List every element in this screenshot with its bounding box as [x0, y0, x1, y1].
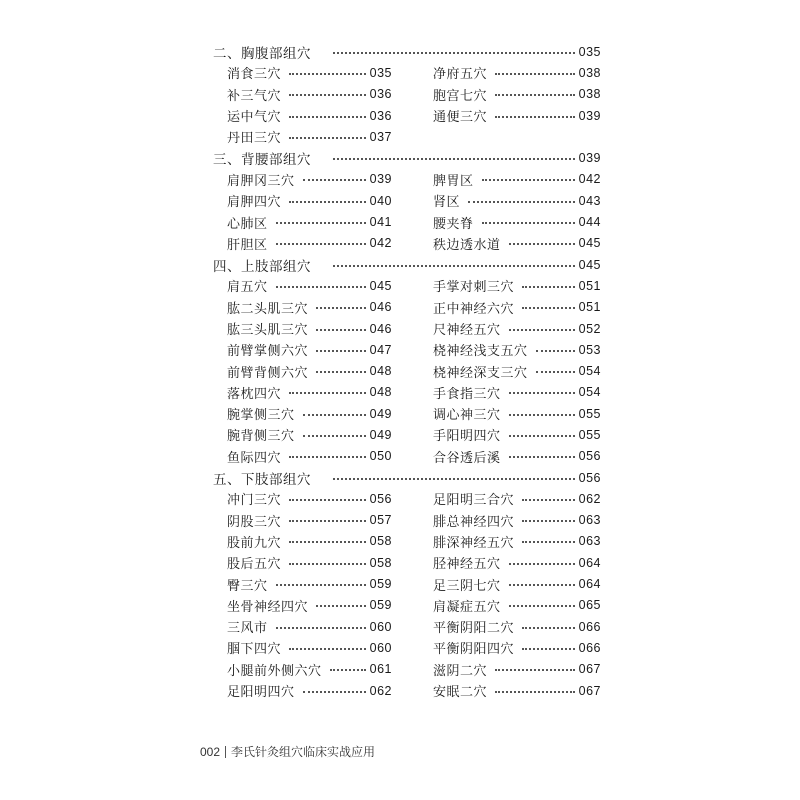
- toc-entry-label: 小腿前外侧六穴: [227, 663, 322, 679]
- toc-entry-label: 腓总神经四穴: [433, 514, 515, 530]
- toc-section-row: [0, 147, 800, 168]
- toc-entry[interactable]: [433, 105, 601, 126]
- toc-entry-label: 平衡阴阳四穴: [433, 642, 515, 658]
- dot-leader: [495, 691, 575, 693]
- toc-page-number: 063: [578, 534, 601, 549]
- toc-page-number: 047: [369, 342, 392, 357]
- toc-entry[interactable]: [433, 488, 601, 509]
- toc-page-number: 060: [369, 640, 392, 655]
- toc-row: [0, 659, 800, 680]
- toc-page-number: 041: [369, 215, 392, 230]
- toc-entry[interactable]: [433, 403, 601, 424]
- dot-leader: [330, 669, 366, 671]
- toc-row: [0, 446, 800, 467]
- dot-leader: [522, 307, 575, 309]
- toc-row: [0, 531, 800, 552]
- toc-page-number: 045: [578, 257, 601, 272]
- toc-entry-label: 腓深神经五穴: [433, 535, 515, 551]
- toc-page-number: 051: [578, 278, 601, 293]
- toc-entry[interactable]: [433, 573, 601, 594]
- dot-leader: [289, 648, 366, 650]
- toc-entry[interactable]: [227, 510, 392, 531]
- toc-row: [0, 382, 800, 403]
- toc-entry-label: 心肺区: [227, 216, 268, 232]
- dot-leader: [316, 350, 366, 352]
- toc-section-entry[interactable]: [213, 467, 601, 488]
- toc-row: [0, 211, 800, 232]
- toc-page-number: 066: [578, 619, 601, 634]
- dot-leader: [333, 265, 575, 267]
- dot-leader: [303, 414, 366, 416]
- toc-entry[interactable]: [433, 637, 601, 658]
- toc-page-number: 035: [578, 44, 601, 59]
- dot-leader: [482, 179, 575, 181]
- toc-entry-label: 肩五穴: [227, 280, 268, 296]
- toc-page-number: 039: [578, 151, 601, 166]
- toc-page-number: 067: [578, 683, 601, 698]
- dot-leader: [289, 499, 366, 501]
- toc-page-number: 056: [578, 470, 601, 485]
- toc-entry[interactable]: [227, 105, 392, 126]
- dot-leader: [536, 350, 575, 352]
- toc-entry-label: 臀三穴: [227, 578, 268, 594]
- toc-page-number: 053: [578, 342, 601, 357]
- toc-page-number: 056: [369, 491, 392, 506]
- toc-entry-label: 肱三头肌三穴: [227, 323, 309, 338]
- toc-page-number: 064: [578, 555, 601, 570]
- dot-leader: [509, 584, 575, 586]
- toc-entry[interactable]: [227, 531, 392, 552]
- dot-leader: [289, 392, 366, 394]
- toc-page-number: 065: [578, 598, 601, 613]
- dot-leader: [522, 520, 575, 522]
- toc-entry[interactable]: [227, 339, 392, 360]
- dot-leader: [316, 371, 366, 373]
- dot-leader: [289, 520, 366, 522]
- toc-page-number: 050: [369, 449, 392, 464]
- footer-book-title: 李氏针灸组穴临床实战应用: [231, 745, 376, 759]
- dot-leader: [276, 627, 366, 629]
- toc-entry[interactable]: [227, 573, 392, 594]
- toc-page-number: 056: [578, 449, 601, 464]
- toc-entry[interactable]: [227, 659, 392, 680]
- dot-leader: [276, 286, 366, 288]
- dot-leader: [316, 605, 366, 607]
- toc-entry-label: 补三气穴: [227, 88, 282, 104]
- toc-entry[interactable]: [227, 552, 392, 573]
- dot-leader: [509, 329, 575, 331]
- page-footer: [200, 743, 375, 760]
- toc-entry-label: 手掌对刺三穴: [433, 280, 515, 296]
- toc-entry[interactable]: [433, 339, 601, 360]
- toc-entry[interactable]: [433, 190, 601, 211]
- toc-row: [0, 318, 800, 339]
- dot-leader: [333, 52, 575, 54]
- toc-entry-label: 四、上肢部组穴: [213, 258, 311, 275]
- toc-section-entry[interactable]: [213, 254, 601, 275]
- toc-page-number: 048: [369, 364, 392, 379]
- toc-entry[interactable]: [227, 424, 392, 445]
- toc-row: [0, 573, 800, 594]
- dot-leader: [522, 499, 575, 501]
- toc-page-number: 046: [369, 300, 392, 315]
- toc-page-number: 066: [578, 640, 601, 655]
- toc-row: [0, 339, 800, 360]
- toc-page-number: 036: [369, 108, 392, 123]
- toc-page-number: 059: [369, 598, 392, 613]
- toc-entry-label: 丹田三穴: [227, 131, 282, 147]
- toc-section-row: [0, 254, 800, 275]
- toc-entry-label: 足阳明四穴: [227, 685, 295, 701]
- dot-leader: [289, 116, 366, 118]
- toc-page-number: 049: [369, 406, 392, 421]
- toc-section-row: [0, 467, 800, 488]
- toc-entry-label: 桡神经深支三穴: [433, 365, 528, 381]
- toc-entry[interactable]: [433, 680, 601, 701]
- toc-row: [0, 84, 800, 105]
- toc-entry-label: 调心神三穴: [433, 408, 501, 424]
- toc-entry-label: 冲门三穴: [227, 493, 282, 509]
- toc-entry-label: 合谷透后溪: [433, 450, 501, 466]
- toc-entry-label: 腰夹脊: [433, 216, 474, 232]
- dot-leader: [509, 605, 575, 607]
- toc-page-number: 036: [369, 87, 392, 102]
- toc-entry-label: 股后五穴: [227, 557, 282, 573]
- toc-entry[interactable]: [227, 275, 392, 296]
- dot-leader: [495, 116, 575, 118]
- toc-page-number: 055: [578, 406, 601, 421]
- toc-page-number: 067: [578, 662, 601, 677]
- toc-row: [0, 595, 800, 616]
- toc-entry-label: 秩边透水道: [433, 237, 501, 253]
- toc-entry[interactable]: [227, 446, 392, 467]
- toc-page-number: 042: [369, 236, 392, 251]
- toc-page-number: 054: [578, 385, 601, 400]
- toc-page-number: 049: [369, 427, 392, 442]
- toc-page-number: 060: [369, 619, 392, 634]
- dot-leader: [316, 329, 366, 331]
- toc-entry-label: 足阳明三合穴: [433, 493, 515, 509]
- dot-leader: [522, 541, 575, 543]
- toc-page-number: 039: [578, 108, 601, 123]
- toc-entry[interactable]: [433, 360, 601, 381]
- toc-entry[interactable]: [433, 275, 601, 296]
- toc-entry-label: 三、背腰部组穴: [213, 152, 311, 169]
- dot-leader: [333, 478, 575, 480]
- toc-entry[interactable]: [227, 382, 392, 403]
- toc-entry[interactable]: [433, 659, 601, 680]
- toc-entry[interactable]: [433, 297, 601, 318]
- toc-entry[interactable]: [227, 211, 392, 232]
- toc-entry-label: 正中神经六穴: [433, 301, 515, 317]
- dot-leader: [276, 584, 366, 586]
- toc-section-row: [0, 41, 800, 62]
- toc-entry-label: 通便三穴: [433, 110, 488, 126]
- toc-entry-label: 腕背侧三穴: [227, 429, 295, 445]
- toc-entry[interactable]: [433, 233, 601, 254]
- dot-leader: [509, 456, 575, 458]
- toc-entry[interactable]: [433, 446, 601, 467]
- toc-row: [0, 403, 800, 424]
- toc-entry-label: 落枕四穴: [227, 386, 282, 402]
- dot-leader: [509, 392, 575, 394]
- toc-entry[interactable]: [433, 424, 601, 445]
- toc-entry-label: 手食指三穴: [433, 386, 501, 402]
- toc-entry-label: 腕掌侧三穴: [227, 408, 295, 424]
- toc-entry-label: 五、下肢部组穴: [213, 471, 311, 488]
- toc-entry-label: 阴股三穴: [227, 514, 282, 530]
- toc-entry-label: 手阳明四穴: [433, 429, 501, 445]
- toc-entry-label: 滋阴二穴: [433, 663, 488, 679]
- toc-entry[interactable]: [227, 84, 392, 105]
- toc-page-number: 039: [369, 172, 392, 187]
- dot-leader: [276, 222, 366, 224]
- toc-row: [0, 126, 800, 147]
- dot-leader: [482, 222, 575, 224]
- toc-entry[interactable]: [227, 126, 392, 147]
- toc-entry[interactable]: [227, 318, 392, 339]
- dot-leader: [289, 94, 366, 96]
- toc-row: [0, 297, 800, 318]
- toc-row: [0, 190, 800, 211]
- toc-row: [0, 233, 800, 254]
- toc-page-number: 052: [578, 321, 601, 336]
- toc-row: [0, 680, 800, 701]
- toc-page-number: 062: [578, 491, 601, 506]
- toc-entry-label: 脾胃区: [433, 173, 474, 189]
- toc-entry-label: 坐骨神经四穴: [227, 599, 309, 615]
- dot-leader: [289, 563, 366, 565]
- toc-page-number: 038: [578, 87, 601, 102]
- toc-entry-label: 肝胆区: [227, 237, 268, 253]
- dot-leader: [495, 94, 575, 96]
- toc-entry[interactable]: [227, 488, 392, 509]
- dot-leader: [303, 435, 366, 437]
- toc-entry-label: 股前九穴: [227, 535, 282, 551]
- toc-entry-label: 肱二头肌三穴: [227, 301, 309, 317]
- toc-entry[interactable]: [433, 62, 601, 83]
- toc-page-number: 048: [369, 385, 392, 400]
- toc-entry-label: 尺神经五穴: [433, 323, 501, 338]
- toc-page-number: 059: [369, 577, 392, 592]
- toc-entry-label: 胫神经五穴: [433, 557, 501, 573]
- dot-leader: [495, 669, 575, 671]
- toc-entry[interactable]: [227, 297, 392, 318]
- toc-entry[interactable]: [433, 169, 601, 190]
- toc-page-number: 038: [578, 65, 601, 80]
- toc-page-number: 062: [369, 683, 392, 698]
- toc-entry-label: 腘下四穴: [227, 642, 282, 658]
- toc-row: [0, 275, 800, 296]
- toc-row: [0, 616, 800, 637]
- toc-entry-label: 桡神经浅支五穴: [433, 344, 528, 360]
- toc-page-number: 058: [369, 555, 392, 570]
- footer-page-number: 002: [200, 744, 221, 759]
- toc-entry[interactable]: [433, 318, 601, 339]
- toc-page-number: 042: [578, 172, 601, 187]
- toc-entry[interactable]: [433, 510, 601, 531]
- toc-entry-label: 前臂背侧六穴: [227, 365, 309, 381]
- toc-entry-label: 三风市: [227, 621, 268, 637]
- toc-page-number: 051: [578, 300, 601, 315]
- toc-page-number: 055: [578, 427, 601, 442]
- toc-entry[interactable]: [227, 169, 392, 190]
- toc-row: [0, 510, 800, 531]
- toc-page-number: 061: [369, 662, 392, 677]
- dot-leader: [522, 627, 575, 629]
- toc-entry[interactable]: [433, 84, 601, 105]
- toc-entry-label: 运中气穴: [227, 110, 282, 126]
- toc-entry[interactable]: [433, 382, 601, 403]
- toc-entry[interactable]: [227, 233, 392, 254]
- dot-leader: [289, 541, 366, 543]
- toc-entry[interactable]: [433, 531, 601, 552]
- dot-leader: [522, 286, 575, 288]
- toc-page-number: 044: [578, 215, 601, 230]
- toc-page-number: 063: [578, 513, 601, 528]
- toc-row: [0, 62, 800, 83]
- toc-entry-label: 肾区: [433, 195, 461, 211]
- toc-entry[interactable]: [227, 62, 392, 83]
- toc-page-number: 058: [369, 534, 392, 549]
- dot-leader: [509, 435, 575, 437]
- toc-entry-label: 消食三穴: [227, 67, 282, 83]
- toc-page-number: 054: [578, 364, 601, 379]
- dot-leader: [303, 691, 366, 693]
- dot-leader: [536, 371, 575, 373]
- dot-leader: [509, 243, 575, 245]
- toc-entry[interactable]: [227, 616, 392, 637]
- toc-entry[interactable]: [227, 595, 392, 616]
- toc-entry[interactable]: [433, 616, 601, 637]
- toc-entry[interactable]: [227, 360, 392, 381]
- toc-row: [0, 424, 800, 445]
- dot-leader: [276, 243, 366, 245]
- toc-entry-label: 平衡阴阳二穴: [433, 621, 515, 637]
- toc-entry[interactable]: [227, 637, 392, 658]
- table-of-contents: [0, 41, 800, 701]
- dot-leader: [333, 158, 575, 160]
- toc-page-number: 064: [578, 577, 601, 592]
- toc-entry[interactable]: [227, 190, 392, 211]
- dot-leader: [468, 201, 575, 203]
- dot-leader: [495, 73, 575, 75]
- toc-page-number: 046: [369, 321, 392, 336]
- toc-page-number: 043: [578, 193, 601, 208]
- toc-row: [0, 360, 800, 381]
- dot-leader: [289, 137, 366, 139]
- toc-section-entry[interactable]: [213, 147, 601, 168]
- toc-row: [0, 105, 800, 126]
- toc-entry[interactable]: [433, 595, 601, 616]
- dot-leader: [522, 648, 575, 650]
- toc-page-number: 040: [369, 193, 392, 208]
- toc-entry-label: 二、胸腹部组穴: [213, 45, 311, 62]
- toc-entry-label: 胞宫七穴: [433, 88, 488, 104]
- toc-entry-label: 肩胛冈三穴: [227, 173, 295, 189]
- toc-entry-label: 前臂掌侧六穴: [227, 344, 309, 360]
- dot-leader: [316, 307, 366, 309]
- toc-entry[interactable]: [227, 403, 392, 424]
- toc-entry[interactable]: [433, 552, 601, 573]
- toc-page-number: 045: [578, 236, 601, 251]
- dot-leader: [289, 73, 366, 75]
- toc-entry-label: 安眠二穴: [433, 685, 488, 701]
- dot-leader: [289, 201, 366, 203]
- dot-leader: [509, 414, 575, 416]
- toc-page-number: 057: [369, 513, 392, 528]
- toc-entry[interactable]: [433, 211, 601, 232]
- dot-leader: [303, 179, 366, 181]
- toc-page-number: 037: [369, 129, 392, 144]
- toc-row: [0, 488, 800, 509]
- toc-row: [0, 637, 800, 658]
- dot-leader: [289, 456, 366, 458]
- toc-entry[interactable]: [227, 680, 392, 701]
- toc-entry-label: 鱼际四穴: [227, 450, 282, 466]
- toc-entry-label: 肩凝症五穴: [433, 599, 501, 615]
- toc-page-number: 045: [369, 278, 392, 293]
- toc-entry-label: 净府五穴: [433, 67, 488, 83]
- toc-entry-label: 肩胛四穴: [227, 195, 282, 211]
- toc-section-entry[interactable]: [213, 41, 601, 62]
- toc-row: [0, 552, 800, 573]
- toc-entry-label: 足三阴七穴: [433, 578, 501, 594]
- footer-separator: [225, 746, 226, 758]
- toc-row: [0, 169, 800, 190]
- dot-leader: [509, 563, 575, 565]
- toc-page-number: 035: [369, 65, 392, 80]
